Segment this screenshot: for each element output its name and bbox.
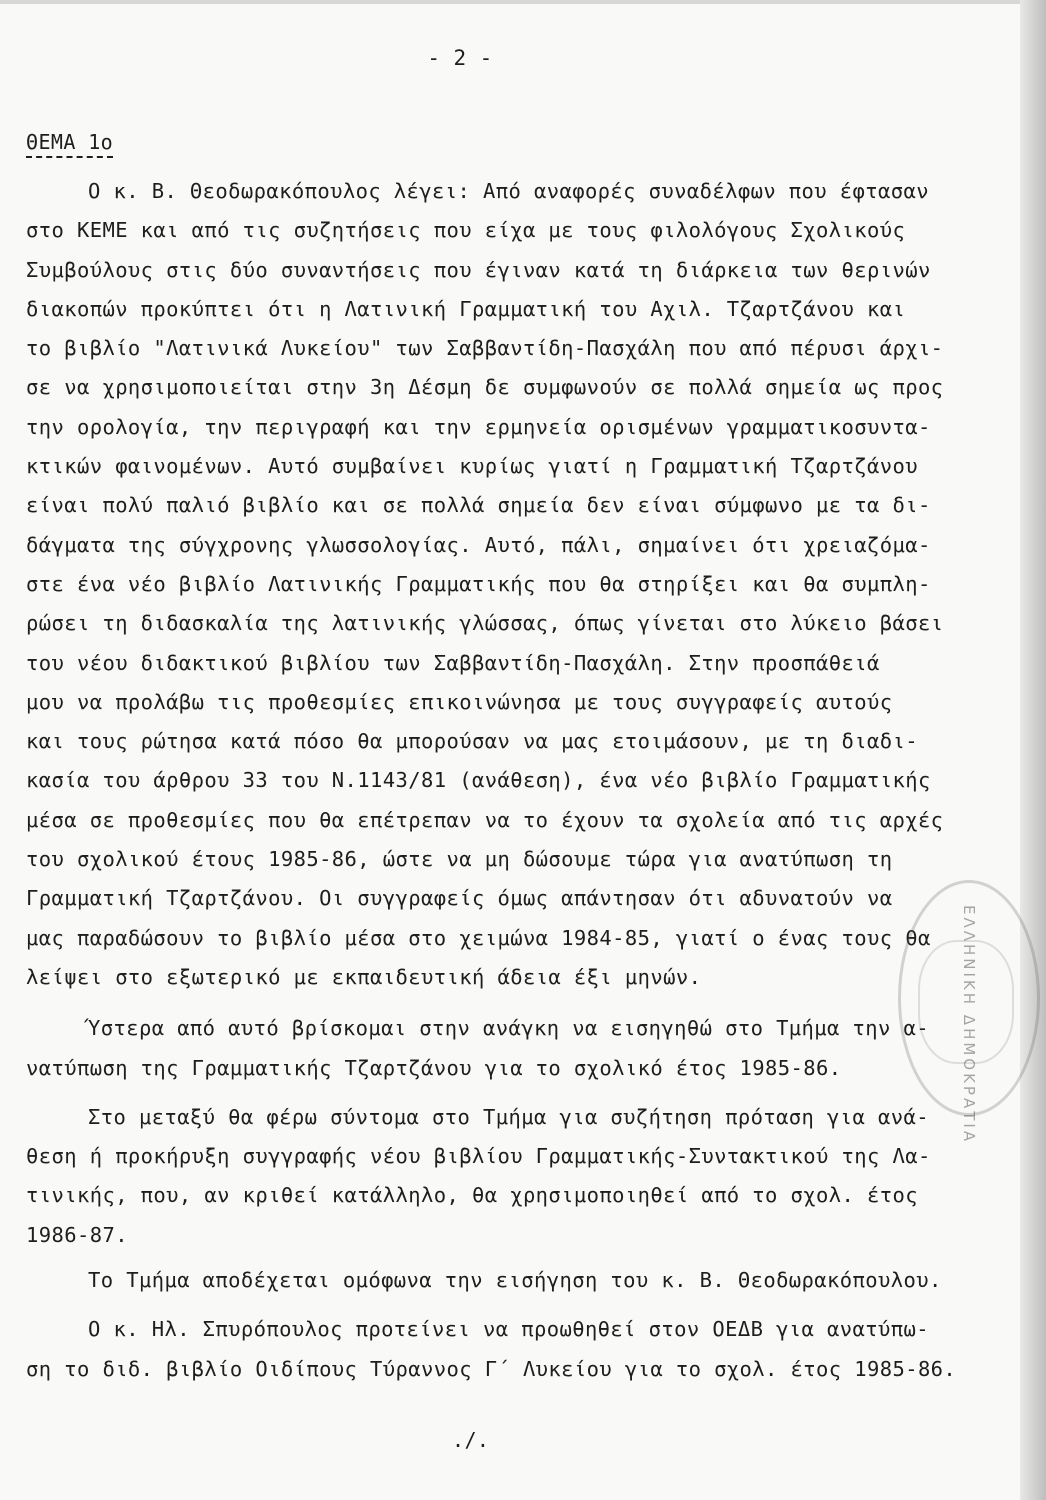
text-line: στε ένα νέο βιβλίο Λατινικής Γραμματικής που θα στηρίξει και θα συμπλη- (26, 571, 931, 596)
text-line: είναι πολύ παλιό βιβλίο και σε πολλά σημεία δεν είναι σύμφωνο με τα δι- (26, 493, 931, 518)
text-line: του νέου διδακτικού βιβλίου των Σαββαντίδη-Πασχάλη. Στην προσπάθειά (26, 650, 880, 675)
text-line: θεση ή προκήρυξη συγγραφής νέου βιβλίου Γραμματικής-Συντακτικού της Λα- (26, 1144, 931, 1169)
text-line: Ο κ. Β. Θεοδωρακόπουλος λέγει: Από αναφορές συναδέλφων που έφτασαν (88, 179, 929, 203)
text-line: ση το διδ. βιβλίο Οιδίπους Τύραννος Γ΄ Λυκείου για το σχολ. έτος 1985-86. (26, 1356, 957, 1381)
text-line: 1986-87. (26, 1222, 128, 1247)
page-number: - 2 - (427, 46, 493, 70)
text-line: μας παραδώσουν το βιβλίο μέσα στο χειμώνα 1984-85, γιατί ο ένας τους θα (26, 925, 931, 950)
text-line: σε να χρησιμοποιείται στην 3η Δέσμη δε συμφωνούν σε πολλά σημεία ως προς (26, 375, 944, 400)
text-line: Ύστερα από αυτό βρίσκομαι στην ανάγκη να εισηγηθώ στο Τμήμα την α- (88, 1016, 929, 1041)
text-line: λείψει στο εξωτερικό με εκπαιδευτική άδεια έξι μηνών. (26, 964, 702, 989)
text-line: μου να προλάβω τις προθεσμίες επικοινώνησα με τους συγγραφείς αυτούς (26, 689, 893, 714)
text-line: τινικής, που, αν κριθεί κατάλληλο, θα χρησιμοποιηθεί από το σχολ. έτος (26, 1183, 918, 1208)
text-line: νατύπωση της Γραμματικής Τζαρτζάνου για το σχολικό έτος 1985-86. (26, 1055, 842, 1080)
text-line: Γραμματική Τζαρτζάνου. Οι συγγραφείς όμως απάντησαν ότι αδυνατούν να (26, 886, 893, 911)
text-line: ρώσει τη διδασκαλία της λατινικής γλώσσας, όπως γίνεται στο λύκειο βάσει (26, 611, 944, 636)
section-heading: ΘΕΜΑ 1ο (26, 130, 114, 154)
paragraph-4 (26, 1261, 1001, 1300)
text-line: και τους ρώτησα κατά πόσο θα μπορούσαν να μας ετοιμάσουν, με τη διαδι- (26, 729, 918, 754)
text-line: Το Τμήμα αποδέχεται ομόφωνα την εισήγηση του κ. Β. Θεοδωρακόπουλου. (88, 1268, 942, 1293)
paragraph-2 (26, 1009, 1001, 1088)
text-line: του σχολικού έτους 1985-86, ώστε να μη δώσουμε τώρα για ανατύπωση τη (26, 847, 893, 872)
text-line: Ο κ. Ηλ. Σπυρόπουλος προτείνει να προωθηθεί στον ΟΕΔΒ για ανατύπω- (88, 1317, 929, 1342)
page-top-edge (0, 0, 1046, 4)
text-line: δάγματα της σύγχρονης γλωσσολογίας. Αυτό, πάλι, σημαίνει ότι χρειαζόμα- (26, 532, 931, 557)
stamp-lettering: ΕΛΛΗΝΙΚΗ ΔΗΜΟΚΡΑΤΙΑ (960, 905, 978, 1145)
text-line: κτικών φαινομένων. Αυτό συμβαίνει κυρίως γιατί η Γραμματική Τζαρτζάνου (26, 454, 918, 479)
text-line: το βιβλίο "Λατινικά Λυκείου" των Σαββαντίδη-Πασχάλη που από πέρυσι άρχι- (26, 336, 944, 361)
text-line: Συμβούλους στις δύο συναντήσεις που έγιναν κατά τη διάρκεια των θερινών (26, 257, 931, 282)
text-line: κασία του άρθρου 33 του Ν.1143/81 (ανάθεση), ένα νέο βιβλίο Γραμματικής (26, 768, 931, 793)
paragraph-5 (26, 1310, 1001, 1389)
paragraph-3 (26, 1098, 1001, 1255)
paragraph-1 (26, 172, 1001, 997)
document-body (26, 172, 1001, 1389)
text-line: μέσα σε προθεσμίες που θα επέτρεπαν να το έχουν τα σχολεία από τις αρχές (26, 807, 944, 832)
text-line: την ορολογία, την περιγραφή και την ερμηνεία ορισμένων γραμματικοσυντα- (26, 414, 931, 439)
page-edge-shadow (1020, 0, 1046, 1500)
text-line: Στο μεταξύ θα φέρω σύντομα στο Τμήμα για συζήτηση πρόταση για ανά- (88, 1104, 929, 1129)
text-line: στο ΚΕΜΕ και από τις συζητήσεις που είχα με τους φιλολόγους Σχολικούς (26, 218, 906, 243)
text-line: διακοπών προκύπτει ότι η Λατινική Γραμματική του Αχιλ. Τζαρτζάνου και (26, 296, 906, 321)
end-of-page-mark: ./. (452, 1428, 490, 1452)
